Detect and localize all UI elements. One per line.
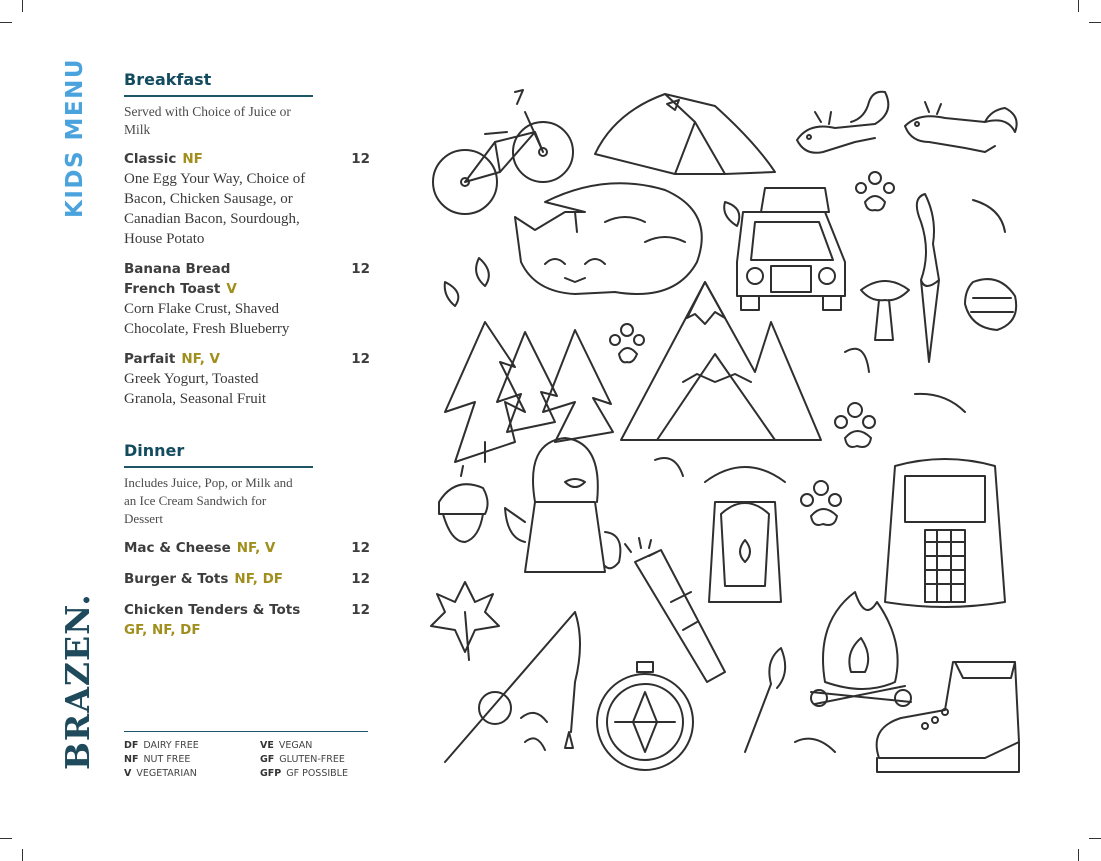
item-price: 12: [351, 351, 370, 367]
legend-entry: [124, 740, 260, 751]
legend-code: V: [124, 768, 132, 779]
crop-mark: [1089, 22, 1101, 23]
legend-entry: [260, 754, 368, 765]
item-name: Parfait: [124, 351, 176, 367]
mushroom-icon: [861, 281, 909, 340]
crop-mark: [22, 0, 23, 12]
crop-mark: [22, 849, 23, 861]
dinner-note: Includes Juice, Pop, or Milk and an Ice Cream Sandwich for Dessert: [124, 475, 293, 526]
legend-entry: [260, 768, 368, 779]
item-name-line: [124, 259, 284, 299]
item-price: 12: [351, 602, 370, 618]
item-name: Banana Bread French Toast: [124, 261, 231, 297]
squirrel-icon: [797, 92, 888, 153]
outdoor-doodles-svg: [425, 82, 1045, 782]
tree-icon: [445, 322, 613, 462]
menu-item-mac-and-cheese: [124, 538, 374, 558]
car-icon: [737, 188, 845, 310]
legend-label: DAIRY FREE: [143, 740, 199, 751]
legend-label: VEGETARIAN: [136, 768, 197, 779]
fishing-rod-icon: [445, 612, 580, 762]
carrot-icon: [917, 194, 939, 362]
legend-label: VEGAN: [278, 740, 313, 751]
item-description: One Egg Your Way, Choice of Bacon, Chicken Sausage, or Canadian Bacon, Sourdough, House Potato: [124, 171, 306, 247]
breakfast-note: Served with Choice of Juice or Milk: [124, 104, 291, 137]
lantern-icon: [705, 467, 785, 602]
compass-icon: [597, 662, 693, 770]
boot-icon: [877, 662, 1019, 772]
item-diet-tags: V: [226, 281, 237, 297]
legend-label: GLUTEN-FREE: [279, 754, 345, 765]
maple-leaf-icon: [431, 582, 499, 660]
item-price: 12: [351, 151, 370, 167]
item-name-line: [124, 569, 314, 589]
item-price: 12: [351, 261, 370, 277]
kids-menu-title-text: KIDS MENU: [62, 57, 88, 218]
kettle-icon: [505, 438, 620, 572]
legend-entry: [260, 740, 368, 751]
item-name: Classic: [124, 151, 177, 167]
crop-mark: [0, 22, 12, 23]
item-description: Greek Yogurt, Toasted Granola, Seasonal Fruit: [124, 371, 267, 407]
mountain-icon: [621, 282, 821, 440]
paw-icon: [856, 172, 894, 210]
dietary-legend: [124, 731, 368, 779]
legend-label: GF POSSIBLE: [286, 768, 348, 779]
item-diet-tags: NF, V: [181, 351, 221, 367]
legend-code: DF: [124, 740, 139, 751]
crop-mark: [0, 838, 12, 839]
item-name-line: [124, 349, 314, 369]
squirrel-icon: [905, 102, 1017, 152]
backpack-icon: [885, 459, 1005, 607]
item-name-line: [124, 538, 314, 558]
menu-item-burger-and-tots: [124, 569, 374, 589]
menu-item-chicken-tenders-and-tots: [124, 600, 374, 640]
menu-item-parfait: [124, 349, 374, 409]
item-diet-tags: NF: [182, 151, 203, 167]
item-diet-tags: GF, NF, DF: [124, 622, 201, 638]
crop-mark: [1078, 0, 1079, 12]
item-description: Corn Flake Crust, Shaved Chocolate, Fresh Blueberry: [124, 301, 290, 337]
item-name: Mac & Cheese: [124, 540, 231, 556]
item-name-line: [124, 600, 314, 640]
breakfast-heading: Breakfast: [124, 70, 313, 97]
legend-entry: [124, 768, 260, 779]
item-name: Burger & Tots: [124, 571, 229, 587]
brand-logo-text: BRAZEN.: [58, 593, 97, 770]
breakfast-section: [124, 70, 374, 409]
menu-item-classic: [124, 149, 374, 249]
item-name-line: [124, 149, 314, 169]
item-price: 12: [351, 571, 370, 587]
kids-menu-title: [62, 57, 92, 228]
flashlight-icon: [625, 538, 725, 682]
pinecone-icon: [965, 279, 1016, 330]
dinner-section: [124, 441, 374, 640]
menu-column: [124, 70, 374, 650]
legend-label: NUT FREE: [143, 754, 191, 765]
coloring-illustration: [425, 82, 1045, 782]
legend-code: NF: [124, 754, 139, 765]
item-name: Chicken Tenders & Tots: [124, 602, 301, 618]
paw-icon: [610, 324, 644, 362]
bicycle-icon: [433, 90, 573, 214]
legend-entry: [124, 754, 260, 765]
crop-mark: [1089, 838, 1101, 839]
legend-code: GFP: [260, 768, 282, 779]
legend-code: GF: [260, 754, 275, 765]
item-price: 12: [351, 540, 370, 556]
item-diet-tags: NF, DF: [234, 571, 283, 587]
campfire-icon: [811, 592, 911, 706]
legend-code: VE: [260, 740, 274, 751]
acorn-icon: [439, 466, 488, 542]
dinner-heading: Dinner: [124, 441, 313, 468]
crop-mark: [1078, 849, 1079, 861]
menu-item-banana-bread-french-toast: [124, 259, 374, 339]
brand-logo: [58, 593, 98, 775]
fox-icon: [515, 183, 702, 294]
tent-icon: [595, 94, 775, 174]
match-icon: [745, 648, 785, 752]
item-diet-tags: NF, V: [236, 540, 276, 556]
